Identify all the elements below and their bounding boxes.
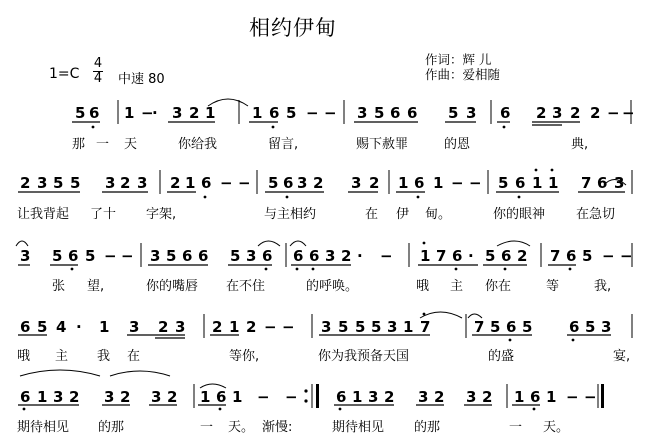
note: − [264,318,277,336]
note: − [584,388,597,406]
note: − [622,104,635,122]
note: 5 [355,318,366,336]
note: 3 [175,318,186,336]
note: 5 [75,104,86,122]
note: 6 [20,318,31,336]
note: − [121,247,134,265]
note: − [620,247,633,265]
note: 2 [482,388,493,406]
note: 2 [570,104,581,122]
note: 5 [522,318,533,336]
note: 5 [286,104,297,122]
note: 3 [325,247,336,265]
note: 6 [201,174,212,192]
lyric: 在急切 [576,207,616,222]
note: 6 [182,247,193,265]
note: − [282,318,295,336]
note: 5 [498,174,509,192]
lyric: 伊 [396,207,410,222]
note: 6 [20,388,31,406]
note: 6 [262,247,273,265]
lyric: 的恩 [444,137,471,152]
note: 1 [185,174,196,192]
note: 1 [205,104,216,122]
note: 7 [581,174,592,192]
note: − [220,174,233,192]
lyric: 张 [52,279,66,294]
lyric: 我 [97,349,111,364]
note: 2 [590,104,601,122]
note: 2 [341,247,352,265]
note: 1 [548,174,559,192]
note: − [257,388,270,406]
lyric: 字架, [146,207,177,222]
note: − [104,247,117,265]
note: − [306,104,319,122]
note: 2 [384,388,395,406]
note: 5 [448,104,459,122]
note: 5 [230,247,241,265]
note: 6 [283,174,294,192]
note: 3 [151,388,162,406]
note: 1 [546,388,557,406]
lyric: 主 [450,279,464,294]
note: 3 [20,247,31,265]
note: 6 [414,174,425,192]
note: − [380,247,393,265]
lyric: 在 [127,349,141,364]
note: 2 [20,174,31,192]
note: 2 [517,247,528,265]
note: 4 [56,318,67,336]
note: − [324,104,337,122]
note: 3 [129,318,140,336]
lyric: 天。 [228,420,255,435]
note: 2 [158,318,169,336]
note: 6 [566,247,577,265]
note: 6 [597,174,608,192]
lyric: 期待相见 [17,420,70,435]
composer: 作曲：爱相随 [425,67,501,82]
lyric: 让我背起 [17,207,70,222]
note: 5 [268,174,279,192]
note: 5 [485,247,496,265]
note: 3 [601,318,612,336]
note: 2 [369,174,380,192]
note: 2 [246,318,257,336]
note: 3 [357,104,368,122]
note: 6 [336,388,347,406]
note: 1 [99,318,110,336]
lyric: 哦 [416,279,430,294]
note: 3 [321,318,332,336]
note: 1 [232,388,243,406]
note: 3 [104,388,115,406]
note: 6 [309,247,320,265]
lyric: 你的眼神 [493,207,546,222]
note: 5 [70,174,81,192]
lyric: 在 [365,207,379,222]
song-title: 相约伊甸 [249,16,337,40]
note: − [566,388,579,406]
note: 3 [351,174,362,192]
note: − [238,174,251,192]
note: 3 [105,174,116,192]
lyric: 典, [571,137,589,152]
note: 6 [293,247,304,265]
note: − [285,388,298,406]
lyric: 的那 [98,420,125,435]
lyric: 的盛 [488,349,515,364]
note: 6 [269,104,280,122]
lyric: 天 [124,137,138,152]
note: 3 [246,247,257,265]
note: 6 [530,388,541,406]
note: 1 [532,174,543,192]
note: 3 [552,104,563,122]
note: 2 [313,174,324,192]
lyric: 你的嘴唇 [146,279,199,294]
note: − [602,247,615,265]
note: 3 [150,247,161,265]
note: 2 [69,388,80,406]
key-signature: 1=C [49,66,80,82]
lyric: 赐下赦罪 [356,137,409,152]
note: 7 [474,318,485,336]
tempo-marking: 中速 80 [118,72,165,87]
note: 6 [216,388,227,406]
note: 6 [68,247,79,265]
note: 2 [120,388,131,406]
note: 6 [500,104,511,122]
lyric: 的呼唤。 [306,279,359,294]
note: 7 [436,247,447,265]
note: 1 [352,388,363,406]
time-signature-top: 4 [93,56,103,71]
note: 6 [198,247,209,265]
note: 6 [506,318,517,336]
note: 1 [124,104,135,122]
lyric: 天。 [543,420,570,435]
note: − [141,104,154,122]
note: 2 [434,388,445,406]
lyric: 我, [594,279,612,294]
note: 5 [371,318,382,336]
lyric: 了十 [90,207,117,222]
note: 3 [614,174,625,192]
note: 5 [166,247,177,265]
lyric: 一 [200,420,214,435]
note: 3 [387,318,398,336]
note: 3 [368,388,379,406]
lyric: 一 [509,420,523,435]
note: 1 [37,388,48,406]
lyric: 的那 [414,420,441,435]
lyric: 哦 [17,349,31,364]
note: · [357,247,363,265]
note: 5 [585,318,596,336]
note: − [469,174,482,192]
lyric: 望, [87,279,105,294]
note: 3 [466,388,477,406]
note: 7 [420,318,431,336]
note: 7 [550,247,561,265]
lyric: 你在 [485,279,512,294]
lyric: 那 [72,137,86,152]
note: − [607,104,620,122]
note: 6 [390,104,401,122]
lyric: 你给我 [178,137,218,152]
lyric: 在不住 [226,279,266,294]
lyric: 渐慢: [262,420,293,435]
note: · [76,318,82,336]
note: 5 [582,247,593,265]
note: 6 [501,247,512,265]
note: − [451,174,464,192]
note: 5 [338,318,349,336]
note: 2 [120,174,131,192]
note: 6 [407,104,418,122]
lyricist: 作词：辉 儿 [425,52,492,67]
lyric: 等你, [229,349,260,364]
note: 6 [569,318,580,336]
note: 3 [297,174,308,192]
time-signature-bottom: 4 [93,71,103,86]
note: 1 [229,318,240,336]
note: 3 [418,388,429,406]
note: 5 [53,174,64,192]
note: 5 [490,318,501,336]
note: · [468,247,474,265]
note: 2 [167,388,178,406]
lyric: 主 [55,349,69,364]
note: 1 [420,247,431,265]
note: 6 [89,104,100,122]
note: 5 [52,247,63,265]
note: 2 [212,318,223,336]
lyric: 宴, [613,349,631,364]
note: 5 [374,104,385,122]
note: 6 [452,247,463,265]
note: 2 [536,104,547,122]
lyric: 甸。 [425,207,452,222]
lyric: 等 [546,279,560,294]
note: 1 [514,388,525,406]
note: 3 [172,104,183,122]
note: 1 [398,174,409,192]
note: 3 [53,388,64,406]
note: 2 [170,174,181,192]
lyric: 你为我预备天国 [318,349,410,364]
note: 3 [137,174,148,192]
note: · [152,104,158,122]
note: 1 [200,388,211,406]
note: 5 [37,318,48,336]
note: 1 [403,318,414,336]
lyric: 一 [96,137,110,152]
note: 2 [189,104,200,122]
lyric: 与主相约 [264,207,317,222]
lyric: 留言, [268,137,299,152]
lyric: 期待相见 [332,420,385,435]
note: 3 [37,174,48,192]
note: 6 [515,174,526,192]
note: 3 [466,104,477,122]
note: 1 [433,174,444,192]
note: 5 [85,247,96,265]
note: 1 [252,104,263,122]
